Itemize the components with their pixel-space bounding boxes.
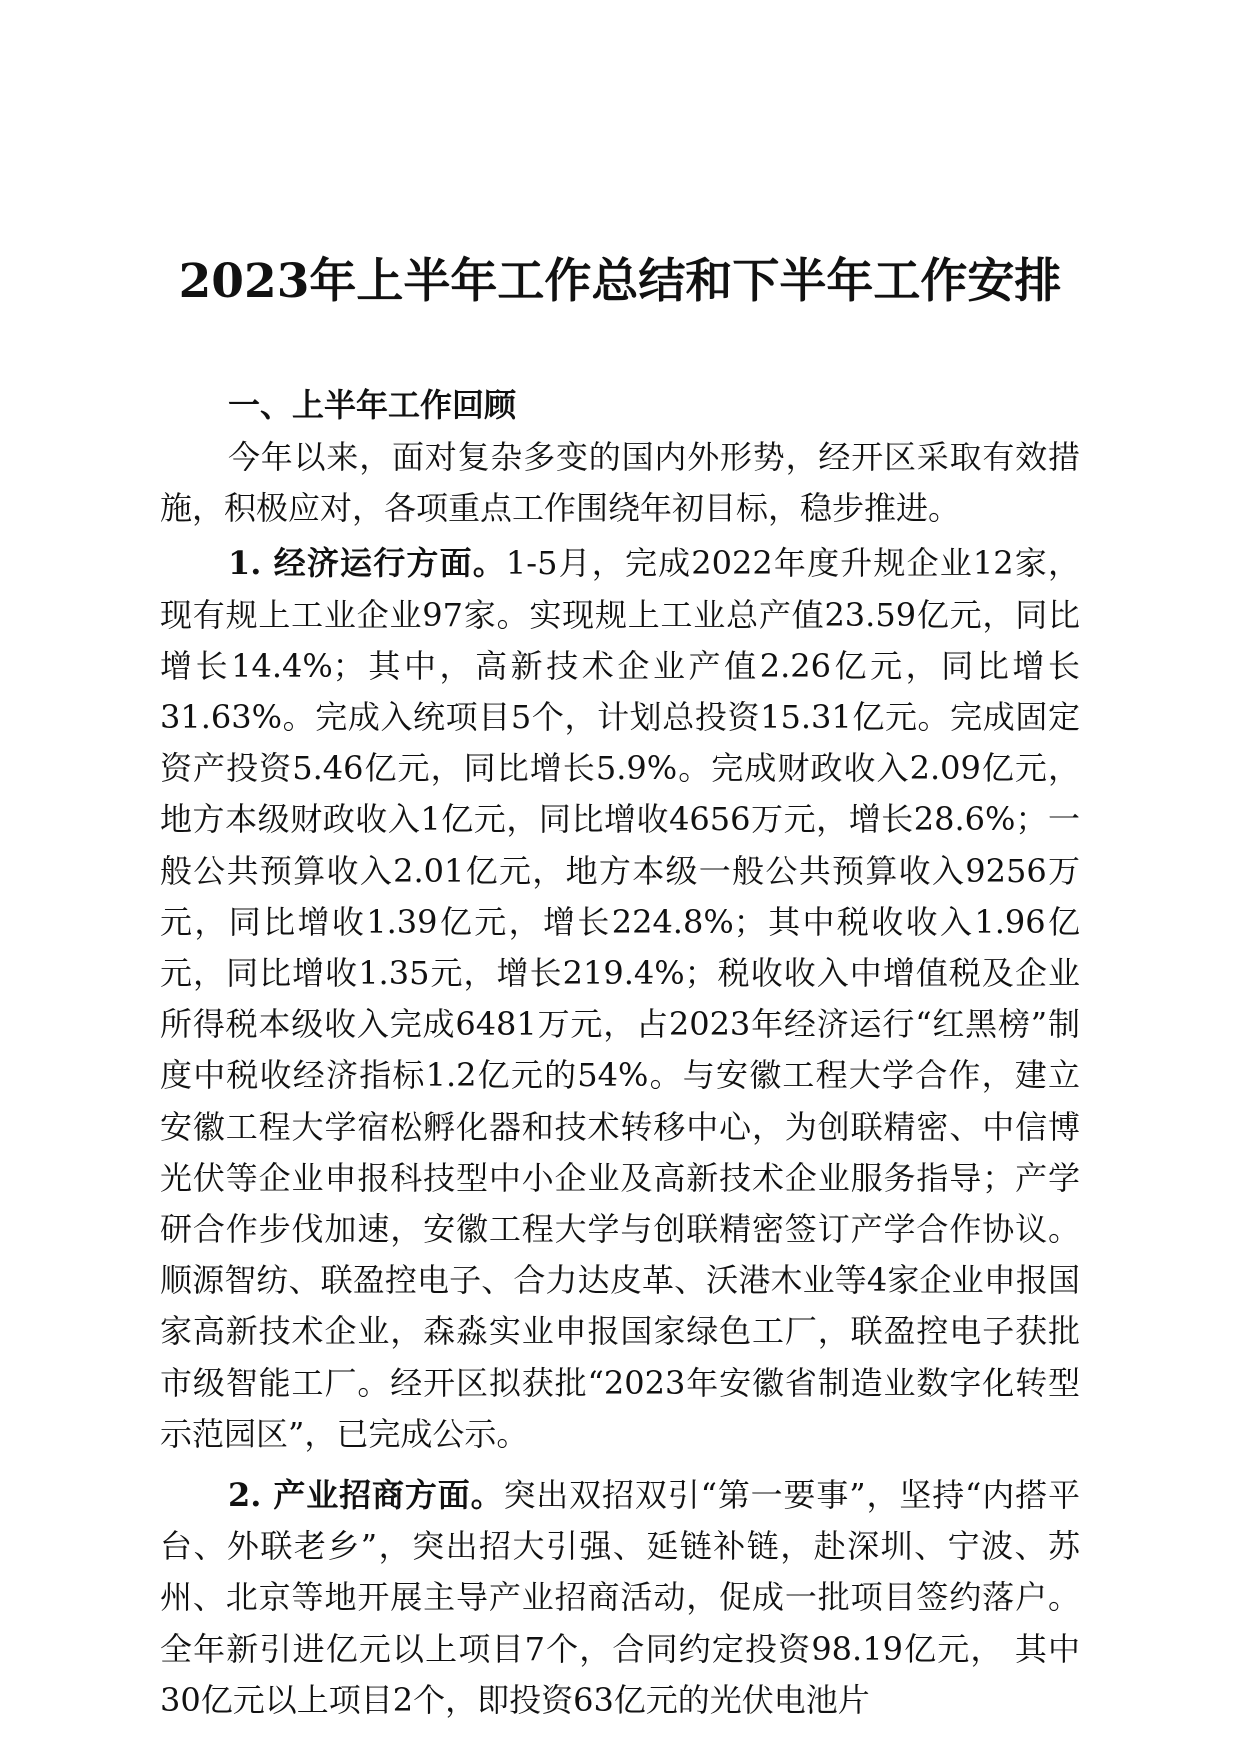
investment-attraction-lead: 2. 产业招商方面。 bbox=[228, 1476, 504, 1515]
economic-operation-paragraph bbox=[160, 538, 1080, 1460]
document-title: 2023年上半年工作总结和下半年工作安排 bbox=[178, 254, 1062, 309]
economic-operation-text: 1-5月，完成2022年度升规企业12家，现有规上工业企业97家。实现规上工业总产值23.59亿元，同比增长14.4%；其中，高新技术企业产值2.26亿元，同比增长31.63%。完成入统项目5个，计划总投资15.31亿元。完成固定资产投资5.46亿元，同比增长5.9%。完成财政收入2.09亿元，地方本级财政收入1亿元，同比增收4656万元，增长28.6%；一般公共预算收入2.01亿元，地方本级一般公共预算收入9256万元，同比增收1.39亿元，增长224.8%；其中税收收入1.96亿元，同比增收1.35元，增长219.4%；税收收入中增值税及企业所得税本级收入完成6481万元，占2023年经济运行“红黑榜”制度中税收经济指标1.2亿元的54%。与安徽工程大学合作，建立安徽工程大学宿松孵化器和技术转移中心，为创联精密、中信博光伏等企业申报科技型中小企业及高新技术企业服务指导；产学研合作步伐加速，安徽工程大学与创联精密签订产学合作协议。顺源智纺、联盈控电子、合力达皮革、沃港木业等4家企业申报国家高新技术企业，森淼实业申报国家绿色工厂，联盈控电子获批市级智能工厂。经开区拟获批“2023年安徽省制造业数字化转型示范园区”，已完成公示。 bbox=[160, 544, 1080, 1453]
document-body bbox=[160, 380, 1080, 1726]
economic-operation-lead: 1. 经济运行方面。 bbox=[228, 544, 506, 583]
investment-attraction-paragraph bbox=[160, 1470, 1080, 1726]
investment-attraction-text: 突出双招双引“第一要事”，坚持“内搭平台、外联老乡”，突出招大引强、延链补链，赴深圳、宁波、苏州、北京等地开展主导产业招商活动，促成一批项目签约落户。全年新引进亿元以上项目7个，合同约定投资98.19亿元， 其中30亿元以上项目2个，即投资63亿元的光伏电池片 bbox=[160, 1476, 1080, 1719]
intro-paragraph: 今年以来，面对复杂多变的国内外形势，经开区采取有效措施，积极应对，各项重点工作围绕年初目标，稳步推进。 bbox=[160, 438, 1080, 528]
section-heading: 一、上半年工作回顾 bbox=[228, 386, 517, 424]
